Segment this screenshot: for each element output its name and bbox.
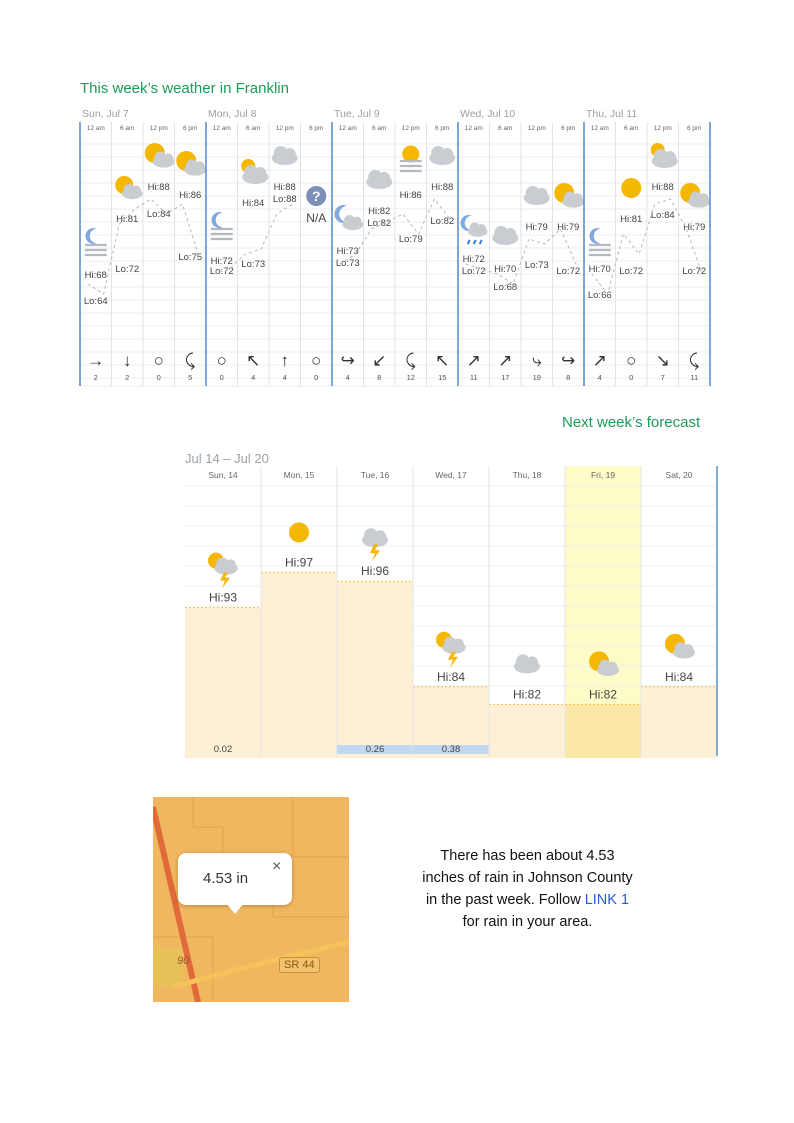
temp-low: Lo:66 [587,290,612,301]
temp-range-bar [261,572,337,758]
temp-high: Hi:81 [620,214,643,225]
wind-speed: 0 [219,373,224,382]
sunny-cloud-icon [665,634,695,659]
wind-speed: 5 [188,373,193,382]
temp-range-bar [565,704,641,758]
time-slot-label: 6 am [624,125,639,132]
week-title: This week’s weather in Franklin [80,80,289,97]
sunny-cloud-icon [176,151,206,176]
wind-direction-icon: ○ [153,351,164,370]
temp-high: Hi:68 [84,270,107,281]
wind-direction-icon: ↗ [498,351,513,370]
cloudy-icon [429,146,455,165]
temp-low: Lo:72 [619,266,644,277]
temp-high: Hi:97 [284,555,314,570]
wind-direction-icon: ↑ [280,351,289,370]
temp-low: Lo:73 [335,258,360,269]
wind-direction-icon: ↗ [466,351,481,370]
time-slot-label: 6 am [120,125,135,132]
time-slot-label: 6 pm [435,125,450,132]
wind-speed: 0 [314,373,319,382]
time-slot-label: 6 pm [687,125,702,132]
time-slot-label: 12 pm [653,125,672,132]
day-label: Sun, Jul 7 [82,108,129,120]
wind-speed: 4 [251,373,256,382]
day-label: Tue, Jul 9 [334,108,380,120]
week-chart [78,104,718,394]
temp-high: Hi:88 [147,182,170,193]
temp-range-bar [337,581,413,758]
cloudy-icon [492,226,518,245]
wind-speed: 8 [566,373,571,382]
sunny-cloud-icon [145,143,175,168]
wind-direction-icon: ○ [216,351,227,370]
temp-high: Hi:72 [210,256,233,267]
temp-high: Hi:93 [208,590,238,605]
rain-summary-text-end: for rain in your area. [462,914,593,930]
time-slot-label: 6 pm [561,125,576,132]
wind-speed: 4 [597,373,602,382]
temp-low: Lo:72 [461,266,486,277]
temp-low: Lo:84 [650,210,675,221]
day-label: Sat, 20 [665,470,693,480]
temp-high: Hi:82 [368,206,391,217]
day-label: Thu, 18 [512,470,542,480]
time-slot-label: 12 pm [527,125,546,132]
day-label: Wed, Jul 10 [460,108,516,120]
day-label: Mon, 15 [283,470,315,480]
temp-high: Hi:86 [179,190,202,201]
wind-direction-icon: ⤹ [405,351,416,370]
wind-direction-icon: ↖ [435,351,450,370]
unknown-icon [306,186,326,206]
wind-speed: 15 [438,373,447,382]
time-slot-label: 6 pm [309,125,324,132]
day-label: Wed, 17 [435,470,467,480]
wind-speed: 4 [282,373,287,382]
temp-low: Lo:88 [272,194,297,205]
sunny-icon [621,178,641,198]
sunny-cloud-icon [554,183,584,208]
temp-high: Hi:79 [525,222,548,233]
moon-fog-icon [85,228,107,255]
wind-direction-icon: ○ [311,351,322,370]
temp-low: Lo:75 [178,252,203,263]
temp-low: Lo:64 [83,296,108,307]
wind-speed: 0 [629,373,634,382]
temp-low: Lo:73 [524,260,549,271]
temp-high: Hi:88 [273,182,296,193]
wind-direction-icon: ⤹ [185,351,196,370]
temp-high: Hi:72 [462,254,485,265]
wind-speed: 4 [345,373,350,382]
cloudy-icon [514,654,540,673]
wind-speed: 17 [501,373,510,382]
temp-high: Hi:73 [336,246,359,257]
temp-low: Lo:72 [209,266,234,277]
temp-low: Lo:82 [367,218,392,229]
wind-speed: 11 [690,373,699,382]
wind-direction-icon: ↖ [246,351,261,370]
day-label: Sun, 14 [208,470,238,480]
wind-direction-icon: ↙ [372,351,387,370]
wind-direction-icon: ↘ [655,351,670,370]
thunderstorm-sun-icon [208,553,238,589]
road-90-label: 90 [177,955,190,967]
time-slot-label: 12 pm [275,125,294,132]
wind-speed: 2 [125,373,130,382]
wind-speed: 2 [93,373,98,382]
temp-range-bar [489,704,565,758]
wind-speed: 12 [406,373,415,382]
wind-direction-icon: ⤷ [531,351,542,370]
time-slot-label: 6 am [372,125,387,132]
wind-speed: 8 [377,373,382,382]
temp-high: Hi:82 [512,687,542,702]
temp-high: Hi:86 [399,190,422,201]
rain-popup-tail [226,903,244,914]
rain-amount: 0.38 [441,744,461,755]
temp-high: Hi:84 [436,669,466,684]
temp-range-bar [185,608,261,758]
wind-speed: 7 [660,373,665,382]
temp-low: Lo:72 [115,264,140,275]
wind-direction-icon: ⤹ [689,351,700,370]
temp-high: Hi:88 [651,182,674,193]
time-slot-label: 12 am [86,125,105,132]
temp-na: N/A [306,211,327,225]
temp-low: Lo:72 [682,266,707,277]
sunny-icon [289,522,309,542]
sun-fog-icon [400,146,422,172]
moon-rain-icon [460,215,487,244]
rain-popup-value: 4.53 in [203,870,249,887]
moon-fog-icon [589,228,611,255]
temp-range-bar [641,687,717,758]
temp-low: Lo:82 [430,216,455,227]
temp-high: Hi:79 [683,222,706,233]
sunny-cloud-icon [680,183,710,208]
cloudy-icon [272,146,298,165]
temp-high: Hi:88 [431,182,454,193]
temp-high: Hi:70 [588,264,611,275]
road-sr44-label: SR 44 [279,957,320,973]
temp-low: Lo:68 [493,282,518,293]
time-slot-label: 6 am [498,125,513,132]
close-icon[interactable]: × [272,858,282,875]
moon-fog-icon [211,212,233,239]
day-label: Thu, Jul 11 [586,108,638,120]
time-slot-label: 12 am [464,125,483,132]
rain-amount: 0.02 [213,744,233,755]
time-slot-label: 12 am [338,125,357,132]
next-week-title: Next week’s forecast [562,414,701,431]
temp-high: Hi:70 [494,264,517,275]
temp-high: Hi:84 [242,198,265,209]
day-label: Tue, 16 [360,470,390,480]
rain-summary [420,845,635,933]
wind-direction-icon: ↪ [340,351,355,370]
svg-text:?: ? [311,188,321,204]
wind-speed: 0 [156,373,161,382]
rain-summary-text: There has been about 4.53 inches of rain in Johnson County in the past week. Follow [422,848,633,908]
wind-direction-icon: → [87,351,105,370]
wind-direction-icon: ↪ [561,351,576,370]
wind-speed: 19 [532,373,541,382]
thunderstorm-icon [362,528,388,561]
wind-direction-icon: ↓ [123,351,132,370]
time-slot-label: 12 pm [149,125,168,132]
rain-amount: 0.26 [365,744,385,755]
forecast-range: Jul 14 – Jul 20 [185,451,269,466]
time-slot-label: 6 am [246,125,261,132]
time-slot-label: 12 am [212,125,231,132]
cloudy-sun-icon [651,143,678,168]
wind-direction-icon: ○ [626,351,637,370]
day-label: Fri, 19 [590,470,616,480]
link-1[interactable]: LINK 1 [584,892,630,908]
day-label: Mon, Jul 8 [208,108,257,120]
temp-high: Hi:96 [360,564,390,579]
thunderstorm-sun-icon [436,632,466,668]
forecast-chart [184,466,718,758]
time-slot-label: 12 am [590,125,609,132]
time-slot-label: 12 pm [401,125,420,132]
cloudy-sun-icon [241,159,268,184]
temp-high: Hi:79 [557,222,580,233]
cloudy-icon [366,170,392,189]
temp-low: Lo:79 [398,234,423,245]
temp-low: Lo:72 [556,266,581,277]
wind-speed: 11 [469,373,478,382]
temp-high: Hi:81 [116,214,139,225]
temp-high: Hi:82 [588,687,618,702]
wind-direction-icon: ↗ [592,351,607,370]
temp-low: Lo:73 [241,259,266,270]
cloudy-icon [524,186,550,205]
time-slot-label: 6 pm [183,125,198,132]
temp-low: Lo:84 [146,209,171,220]
temp-high: Hi:84 [664,669,694,684]
